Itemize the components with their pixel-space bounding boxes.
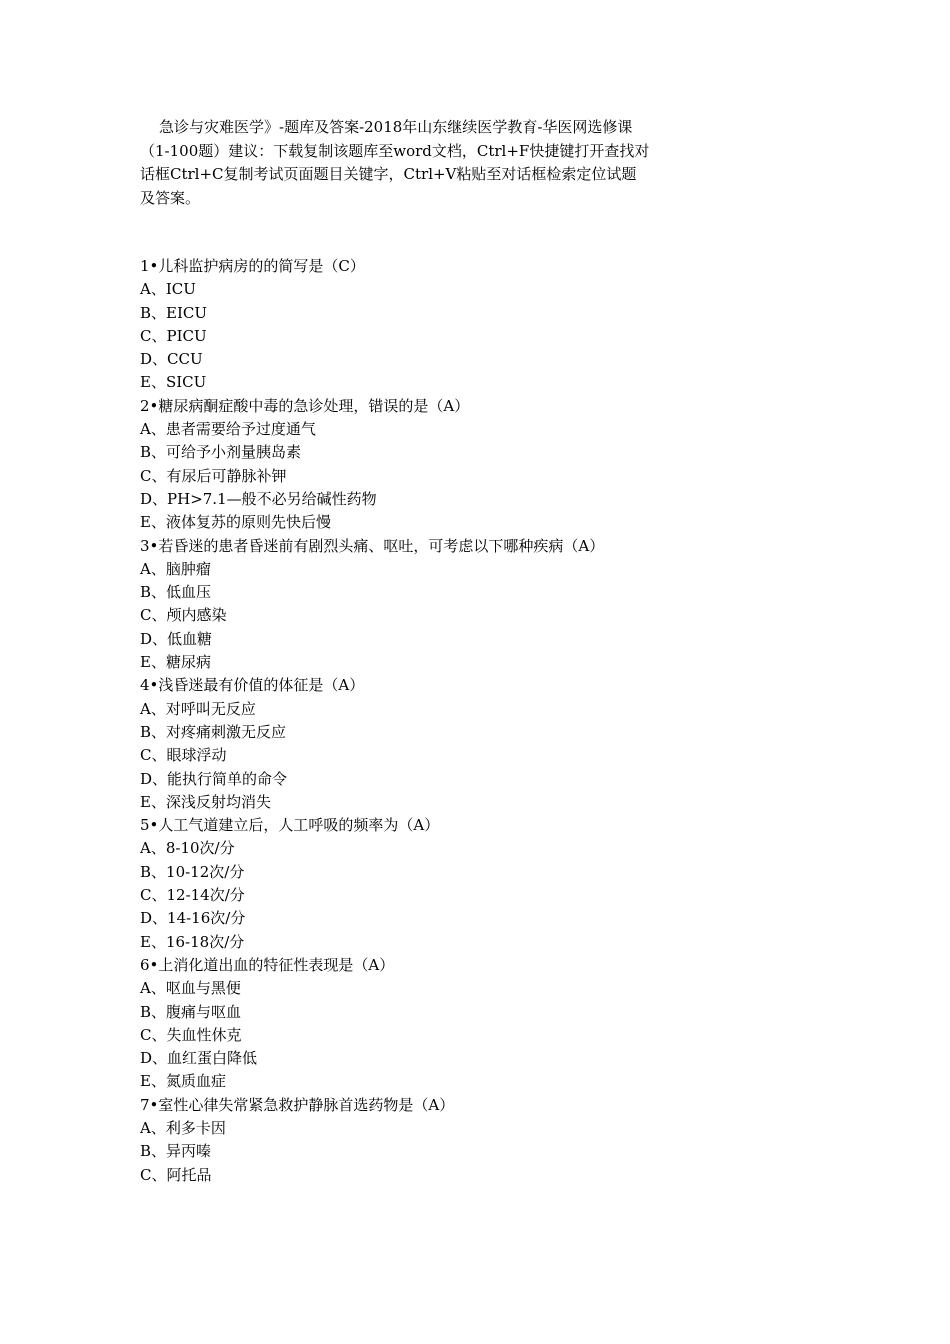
option-6a: A、呕血与黑便 xyxy=(140,979,241,998)
question-6: 6•上消化道出血的特征性表现是（A） xyxy=(140,955,395,974)
option-3d: D、低血糖 xyxy=(140,629,213,648)
option-5e: E、16-18次/分 xyxy=(140,932,245,951)
option-4a: A、对呼叫无反应 xyxy=(140,699,256,718)
question-5: 5•人工气道建立后，人工呼吸的频率为（A） xyxy=(140,816,440,835)
question-4: 4•浅昏迷最有价值的体征是（A） xyxy=(140,676,365,695)
option-5d: D、14-16次/分 xyxy=(140,909,246,928)
option-6b: B、腹痛与呕血 xyxy=(140,1002,242,1021)
question-list xyxy=(140,255,660,1187)
option-1c: C、PICU xyxy=(140,326,207,345)
option-5a: A、8-10次/分 xyxy=(140,839,235,858)
option-3c: C、颅内感染 xyxy=(140,606,227,625)
option-2e: E、液体复苏的原则先快后慢 xyxy=(140,513,331,532)
question-2: 2•糖尿病酮症酸中毒的急诊处理，错误的是（A） xyxy=(140,396,470,415)
option-4d: D、能执行简单的命令 xyxy=(140,769,288,788)
option-5c: C、12-14次/分 xyxy=(140,886,245,905)
option-1d: D、CCU xyxy=(140,350,203,369)
question-7: 7•室性心律失常紧急救护静脉首选药物是（A） xyxy=(140,1095,455,1114)
option-4e: E、深浅反射均消失 xyxy=(140,792,271,811)
option-5b: B、10-12次/分 xyxy=(140,862,245,881)
question-3: 3•若昏迷的患者昏迷前有剧烈头痛、呕吐，可考虑以下哪种疾病（A） xyxy=(140,536,605,555)
option-2b: B、可给予小剂量胰岛素 xyxy=(140,443,302,462)
option-1e: E、SICU xyxy=(140,373,207,392)
option-6e: E、氮质血症 xyxy=(140,1072,226,1091)
option-4b: B、对疼痛刺激无反应 xyxy=(140,722,287,741)
option-3e: E、糖尿病 xyxy=(140,653,211,672)
option-1a: A、ICU xyxy=(140,280,196,299)
option-1b: B、EICU xyxy=(140,303,208,322)
option-4c: C、眼球浮动 xyxy=(140,746,227,765)
option-3b: B、低血压 xyxy=(140,583,212,602)
question-1: 1•儿科监护病房的的简写是（C） xyxy=(140,257,365,275)
option-6c: C、失血性休克 xyxy=(140,1025,242,1044)
option-7c: C、阿托品 xyxy=(140,1165,212,1184)
option-7b: B、异丙嗪 xyxy=(140,1142,212,1161)
option-3a: A、脑肿瘤 xyxy=(140,559,211,578)
option-2d: D、PH>7.1—般不必另给碱性药物 xyxy=(140,489,377,508)
option-2a: A、患者需要给予过度通气 xyxy=(140,420,316,439)
option-7a: A、利多卡因 xyxy=(140,1118,226,1137)
option-6d: D、血红蛋白降低 xyxy=(140,1049,258,1068)
option-2c: C、有尿后可静脉补钾 xyxy=(140,466,287,485)
intro-paragraph: 急诊与灾难医学》-题库及答案-2018年山东继续医学教育-华医网选修课（1-100题）建议：下载复制该题库至word文档，Ctrl+F快捷键打开查找对话框Ctrl+C复制考试页面题目关键字，Ctrl+V粘贴至对话框检索定位试题及答案。 xyxy=(140,118,650,207)
